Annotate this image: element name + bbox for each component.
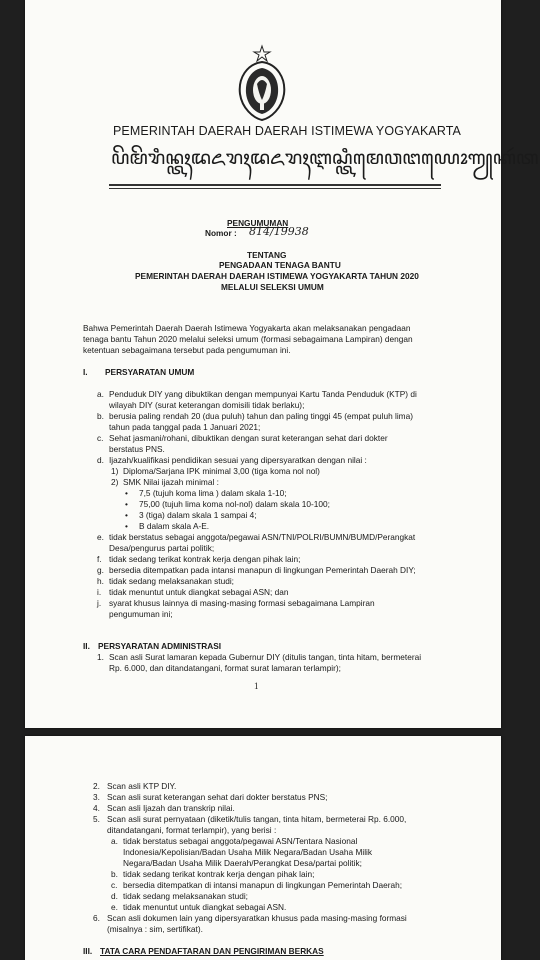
list-item: berstatus PNS. bbox=[109, 444, 165, 454]
list-marker: 1. bbox=[97, 652, 104, 662]
list-item: Scan asli surat pernyataan (diketik/tulis tangan, tinta hitam, bermeterai Rp. 6.000, bbox=[107, 814, 407, 824]
title-line-3: MELALUI SELEKSI UMUM bbox=[221, 282, 324, 292]
list-item: Scan asli surat keterangan sehat dari dokter berstatus PNS; bbox=[107, 792, 328, 802]
list-item: tidak sedang melaksanakan studi; bbox=[109, 576, 234, 586]
tentang-heading: TENTANG bbox=[247, 250, 287, 260]
document-page-1 bbox=[25, 0, 539, 728]
list-marker: e. bbox=[97, 532, 104, 542]
list-marker: j. bbox=[97, 598, 102, 608]
intro-line-2: tenaga bantu Tahun 2020 melalui seleksi umum (formasi sebagaimana Lampiran) dengan bbox=[83, 334, 413, 344]
section-2-number: II. bbox=[83, 641, 90, 651]
list-item: Indonesia/Kepolisian/Badan Usaha Milik Negara/Badan Usaha Milik bbox=[123, 847, 373, 857]
page-number: 1 bbox=[254, 681, 259, 691]
bullet-icon: • bbox=[125, 488, 128, 498]
section-1-title: PERSYARATAN UMUM bbox=[105, 367, 195, 377]
list-marker: d. bbox=[111, 891, 118, 901]
crest-icon bbox=[233, 44, 291, 122]
javanese-script-line: ꦥꦼꦩꦼꦫꦶꦤ꧀ꦠꦃꦢꦌꦫꦃꦢꦌꦫꦃꦆꦱ꧀ꦠꦶꦩꦺꦮꦔꦪꦺꦴꦒꦾꦏꦂꦠ bbox=[111, 147, 539, 169]
list-marker: 1) bbox=[111, 466, 119, 476]
list-item: SMK Nilai ijazah minimal : bbox=[123, 477, 219, 487]
list-marker: a. bbox=[97, 389, 104, 399]
list-item: Diploma/Sarjana IPK minimal 3,00 (tiga koma nol nol) bbox=[123, 466, 320, 476]
list-item: Negara/Badan Usaha Milik Daerah/Perangkat Desa/partai politik; bbox=[123, 858, 362, 868]
title-line-1: PENGADAAN TENAGA BANTU bbox=[219, 260, 341, 270]
list-marker: 6. bbox=[93, 913, 100, 923]
list-marker: 3. bbox=[93, 792, 100, 802]
list-item: Penduduk DIY yang dibuktikan dengan mempunyai Kartu Tanda Penduduk (KTP) di bbox=[109, 389, 417, 399]
section-1-number: I. bbox=[83, 367, 88, 377]
list-item: 3 (tiga) dalam skala 1 sampai 4; bbox=[139, 510, 257, 520]
list-marker: 2. bbox=[93, 781, 100, 791]
nomor-handwritten: 814/19938 bbox=[249, 225, 309, 238]
bullet-icon: • bbox=[125, 510, 128, 520]
section-3-number: III. bbox=[83, 946, 93, 956]
title-line-2: PEMERINTAH DAERAH DAERAH ISTIMEWA YOGYAKARTA TAHUN 2020 bbox=[135, 271, 419, 281]
list-item: 7,5 (tujuh koma lima ) dalam skala 1-10; bbox=[139, 488, 287, 498]
list-item: wilayah DIY (surat keterangan domisili tidak berlaku); bbox=[109, 400, 305, 410]
list-item: bersedia ditempatkan pada intansi manapun di lingkungan Pemerintah Daerah DIY; bbox=[109, 565, 416, 575]
list-marker: c. bbox=[97, 433, 104, 443]
list-item: tidak menuntut untuk diangkat sebagai ASN; dan bbox=[109, 587, 289, 597]
list-item: bersedia ditempatkan di intansi manapun di lingkungan Pemerintah Daerah; bbox=[123, 880, 403, 890]
list-marker: i. bbox=[97, 587, 102, 597]
section-3-title: TATA CARA PENDAFTARAN DAN PENGIRIMAN BERKAS bbox=[100, 946, 324, 956]
list-item: tidak berstatus sebagai anggota/pegawai ASN/Tentara Nasional bbox=[123, 836, 358, 846]
list-marker: f. bbox=[97, 554, 102, 564]
list-item: Desa/pengurus partai politik; bbox=[109, 543, 215, 553]
list-item: 75,00 (tujuh lima koma nol-nol) dalam skala 10-100; bbox=[139, 499, 330, 509]
list-item: B dalam skala A-E. bbox=[139, 521, 210, 531]
list-item: tidak sedang terikat kontrak kerja dengan pihak lain; bbox=[109, 554, 301, 564]
list-item: tidak menuntut untuk diangkat sebagai ASN. bbox=[123, 902, 287, 912]
list-marker: h. bbox=[97, 576, 104, 586]
letterhead-rule bbox=[109, 184, 441, 186]
letterhead-rule-thin bbox=[109, 188, 441, 189]
bullet-icon: • bbox=[125, 521, 128, 531]
list-item: tidak sedang melaksanakan studi; bbox=[123, 891, 248, 901]
list-item: (misalnya : sim, sertifikat). bbox=[107, 924, 203, 934]
list-item: Rp. 6.000, dan ditandatangani, format surat lamaran terlampir); bbox=[109, 663, 341, 673]
list-item: Scan asli dokumen lain yang dipersyaratkan khusus pada masing-masing formasi bbox=[107, 913, 407, 923]
list-item: Scan asli KTP DIY. bbox=[107, 781, 177, 791]
list-marker: d. bbox=[97, 455, 104, 465]
bullet-icon: • bbox=[125, 499, 128, 509]
list-marker: 5. bbox=[93, 814, 100, 824]
doc-type: PENGUMUMAN bbox=[227, 218, 289, 228]
intro-line-3: ketentuan sebagaimana tersebut pada pengumuman ini. bbox=[83, 345, 291, 355]
list-item: ditandatangani, format terlampir), yang berisi : bbox=[107, 825, 277, 835]
intro-line-1: Bahwa Pemerintah Daerah Daerah Istimewa Yogyakarta akan melaksanakan pengadaan bbox=[83, 323, 411, 333]
list-marker: 4. bbox=[93, 803, 100, 813]
list-item: berusia paling rendah 20 (dua puluh) tahun dan paling tinggi 45 (empat puluh lima) bbox=[109, 411, 413, 421]
list-item: Scan asli Ijazah dan transkrip nilai. bbox=[107, 803, 235, 813]
list-item: tidak berstatus sebagai anggota/pegawai ASN/TNI/POLRI/BUMN/BUMD/Perangkat bbox=[109, 532, 416, 542]
list-marker: e. bbox=[111, 902, 118, 912]
agency-name: PEMERINTAH DAERAH DAERAH ISTIMEWA YOGYAKARTA bbox=[113, 124, 461, 138]
list-item: Scan asli Surat lamaran kepada Gubernur DIY (ditulis tangan, tinta hitam, bermeterai bbox=[109, 652, 422, 662]
list-marker: b. bbox=[97, 411, 104, 421]
document-page-2 bbox=[25, 736, 501, 960]
list-marker: b. bbox=[111, 869, 118, 879]
list-item: Sehat jasmani/rohani, dibuktikan dengan surat keterangan sehat dari dokter bbox=[109, 433, 388, 443]
list-marker: 2) bbox=[111, 477, 119, 487]
nomor-label: Nomor : bbox=[205, 228, 237, 238]
list-item: tidak sedang terikat kontrak kerja dengan pihak lain; bbox=[123, 869, 315, 879]
list-item: tahun pada tanggal pada 1 Januari 2021; bbox=[109, 422, 261, 432]
section-2-title: PERSYARATAN ADMINISTRASI bbox=[98, 641, 222, 651]
list-marker: c. bbox=[111, 880, 118, 890]
list-item: syarat khusus lainnya di masing-masing formasi sebagaimana Lampiran bbox=[109, 598, 375, 608]
list-item: Ijazah/kualifikasi pendidikan sesuai yang dipersyaratkan dengan nilai : bbox=[109, 455, 367, 465]
list-marker: a. bbox=[111, 836, 118, 846]
list-item: pengumuman ini; bbox=[109, 609, 173, 619]
list-marker: g. bbox=[97, 565, 104, 575]
